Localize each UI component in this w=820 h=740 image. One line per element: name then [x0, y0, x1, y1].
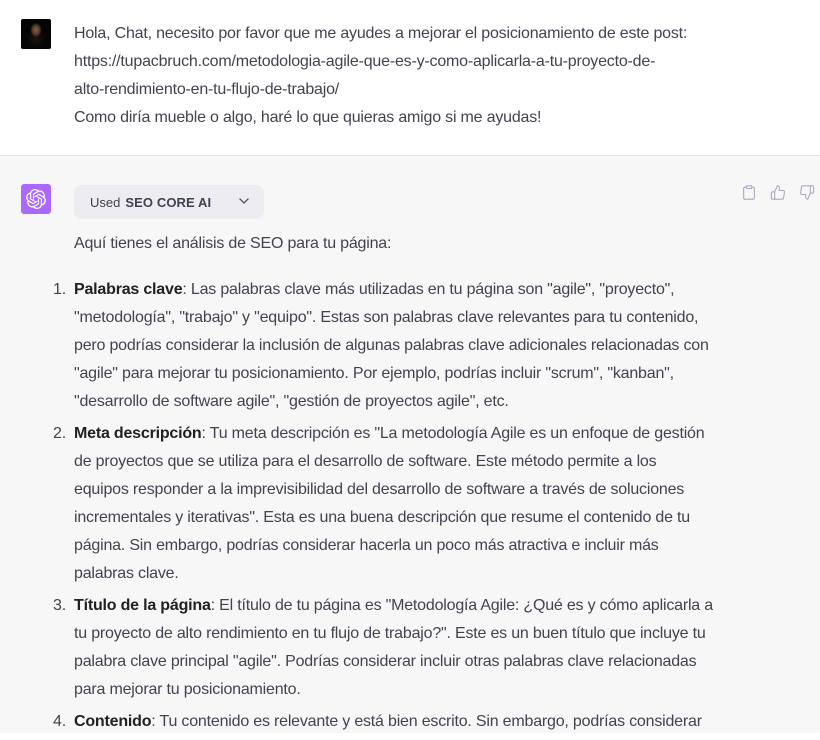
assistant-intro: Aquí tienes el análisis de SEO para tu página: — [74, 235, 392, 252]
list-item-palabras-clave — [53, 276, 713, 416]
openai-logo-icon — [26, 189, 46, 209]
user-message-url-continued: alto-rendimiento-en-tu-flujo-de-trabajo/ — [74, 81, 340, 98]
assistant-message-row — [0, 155, 820, 733]
list-item-text: : Tu contenido es relevante y está bien escrito. Sin embargo, podrías considerar — [151, 713, 702, 730]
chevron-down-icon — [236, 193, 252, 212]
user-message-line: Como diría mueble o algo, haré lo que quieras amigo si me ayudas! — [74, 109, 542, 126]
list-item-text: : Tu meta descripción es "La metodología Agile es un enfoque de gestión — [201, 425, 705, 442]
list-item-term: Contenido — [74, 713, 152, 730]
seo-analysis-list — [53, 276, 713, 736]
list-item-text: equipos responder a la imprevisibilidad del desarrollo de software a través de soluciones — [74, 481, 685, 498]
plugin-used-prefix: Used — [90, 194, 121, 210]
list-item-term: Meta descripción — [74, 425, 202, 442]
list-item-meta-descripcion — [53, 420, 713, 588]
user-avatar — [21, 19, 51, 49]
thumbs-down-icon — [799, 184, 815, 201]
list-item-text: de proyectos que se utiliza para el desarrollo de software. Este método permite a los — [74, 453, 657, 470]
list-item-text: : El título de tu página es "Metodología Agile: ¿Qué es y cómo aplicarla a — [210, 597, 713, 614]
list-item-text: "metodología", "trabajo" y "equipo". Estas son palabras clave relevantes para tu contenido, — [74, 309, 699, 326]
list-item-text: "agile" para mejorar tu posicionamiento. Por ejemplo, podrías incluir "scrum", "kanban", — [74, 365, 674, 382]
list-item-text: palabras clave. — [74, 565, 179, 582]
list-item-text: "desarrollo de software agile", "gestión de proyectos agile", etc. — [74, 393, 509, 410]
list-item-number: 3. — [53, 597, 66, 614]
user-message-text — [74, 20, 687, 132]
user-message-line: Hola, Chat, necesito por favor que me ayudes a mejorar el posicionamiento de este post: — [74, 25, 688, 42]
list-item-text: palabra clave principal "agile". Podrías considerar incluir otras palabras clave relacionadas — [74, 653, 697, 670]
thumbs-down-button[interactable] — [799, 183, 815, 201]
list-item-number: 1. — [53, 281, 66, 298]
list-item-text: pero podrías considerar la inclusión de algunas palabras clave adicionales relacionadas con — [74, 337, 709, 354]
plugin-used-button[interactable] — [74, 185, 264, 219]
assistant-message-text — [53, 230, 713, 740]
copy-icon — [741, 184, 757, 201]
thumbs-up-icon — [770, 184, 786, 201]
list-item-text: página. Sin embargo, podrías considerar hacerla un poco más atractiva e incluir más — [74, 537, 659, 554]
list-item-text: : Las palabras clave más utilizadas en tu página son "agile", "proyecto", — [182, 281, 675, 298]
list-item-number: 2. — [53, 425, 66, 442]
copy-button[interactable] — [741, 183, 757, 201]
list-item-titulo-pagina — [53, 592, 713, 704]
thumbs-up-button[interactable] — [770, 183, 786, 201]
list-item-text: para mejorar tu posicionamiento. — [74, 681, 301, 698]
plugin-used-label — [90, 195, 211, 210]
list-item-number: 4. — [53, 713, 66, 730]
list-item-text: incrementales y iterativas". Esta es una buena descripción que resume el contenido de tu — [74, 509, 691, 526]
list-item-text: tu proyecto de alto rendimiento en tu flujo de trabajo?". Este es un buen título que incluye tu — [74, 625, 706, 642]
chatgpt-avatar — [21, 184, 51, 214]
user-message-url: https://tupacbruch.com/metodologia-agile-que-es-y-como-aplicarla-a-tu-proyecto-de- — [74, 53, 656, 70]
list-item-term: Palabras clave — [74, 281, 183, 298]
message-actions — [741, 183, 815, 201]
list-item-term: Título de la página — [74, 597, 211, 614]
list-item-contenido — [53, 708, 713, 736]
plugin-name: SEO CORE AI — [125, 194, 212, 210]
